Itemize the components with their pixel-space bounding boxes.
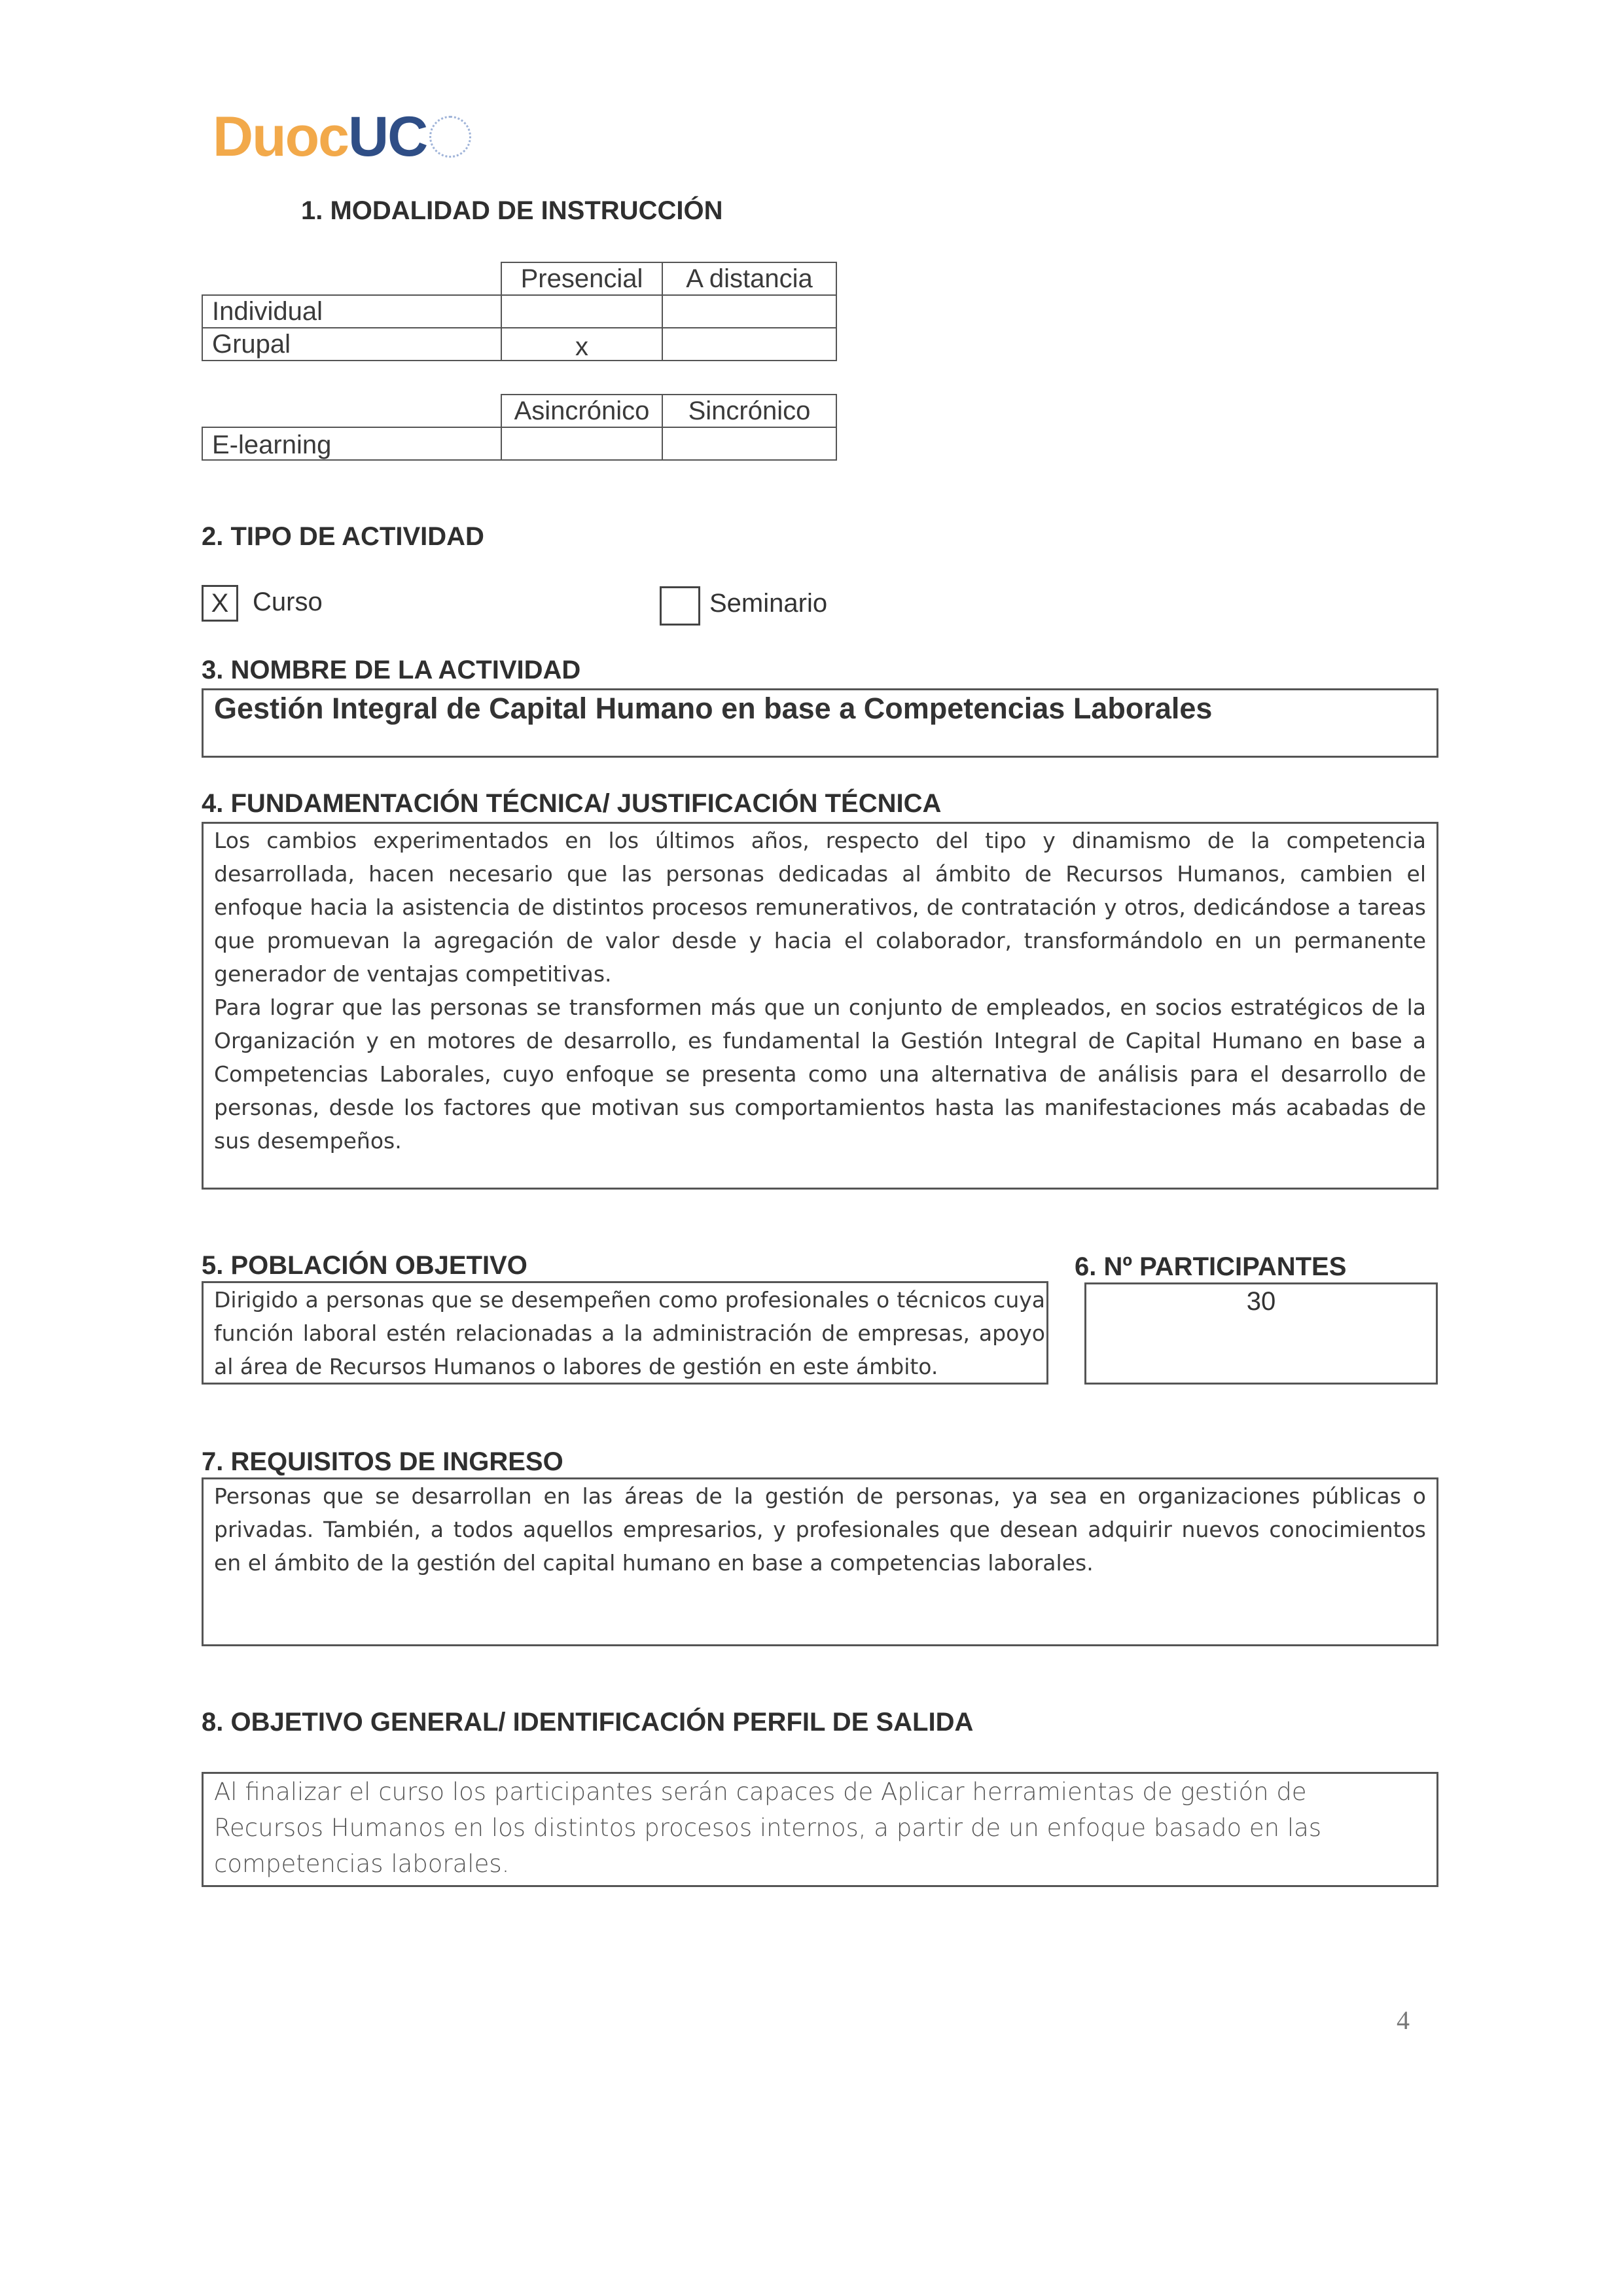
elearning-sincronico-cell [662, 427, 837, 461]
general-objective-box [202, 1772, 1438, 1887]
grupal-presencial-cell: x [501, 327, 663, 361]
activity-name-value: Gestión Integral de Capital Humano en base a Competencias Laborales [214, 692, 1213, 725]
justification-paragraph-2: Para lograr que las personas se transformen más que un conjunto de empleados, en socios estratégicos de la Organización y en motores de desarrollo, es fundamental la Gestión Integral de Capital Humano en base a Competencias Laborales, cuyo enfoque se presenta como una alternativa de análisis para el desarrollo de personas, desde los factores que motivan sus comportamientos hasta las manifestaciones más acabadas de sus desempeños. [214, 995, 1426, 1154]
section4-title: 4. FUNDAMENTACIÓN TÉCNICA/ JUSTIFICACIÓN TÉCNICA [202, 789, 942, 818]
row-individual-label: Individual [202, 294, 502, 328]
individual-presencial-cell [501, 294, 663, 328]
section8-title: 8. OBJETIVO GENERAL/ IDENTIFICACIÓN PERFIL DE SALIDA [202, 1708, 974, 1737]
individual-distancia-cell [662, 294, 837, 328]
section7-title: 7. REQUISITOS DE INGRESO [202, 1447, 563, 1476]
section1-title: 1. MODALIDAD DE INSTRUCCIÓN [301, 196, 723, 225]
curso-label: Curso [253, 588, 323, 616]
section6-title: 6. Nº PARTICIPANTES [1075, 1252, 1347, 1281]
activity-name-box [202, 688, 1438, 758]
entry-requirements-box [202, 1477, 1438, 1646]
grupal-distancia-cell [662, 327, 837, 361]
header-a-distancia: A distancia [662, 262, 837, 296]
general-objective-value: Al finalizar el curso los participantes serán capaces de Aplicar herramientas de gestión de Recursos Humanos en los distintos procesos internos, a partir de un enfoque basado en las competencias laborales. [214, 1778, 1322, 1878]
justification-box [202, 822, 1438, 1190]
row-elearning-label: E-learning [202, 427, 502, 461]
duoc-uc-logo: DuocUC [213, 105, 471, 169]
participants-box [1084, 1282, 1438, 1385]
row-grupal-label: Grupal [202, 327, 502, 361]
header-presencial: Presencial [501, 262, 663, 296]
target-population-value: Dirigido a personas que se desempeñen como profesionales o técnicos cuya función laboral estén relacionadas a la administración de empresas, apoyo al área de Recursos Humanos o labores de gestión en este ámbito. [214, 1287, 1045, 1379]
page-number: 4 [1397, 2005, 1410, 2035]
header-sincronico: Sincrónico [662, 394, 837, 428]
seminario-checkbox[interactable] [660, 586, 700, 626]
participants-value: 30 [1246, 1287, 1276, 1316]
university-seal-icon [429, 116, 471, 158]
entry-requirements-value: Personas que se desarrollan en las áreas de la gestión de personas, ya sea en organizaciones públicas o privadas. También, a todos aquellos empresarios, y profesionales que desean adquirir nuevos conocimientos en el ámbito de la gestión del capital humano en base a competencias laborales. [214, 1483, 1426, 1576]
justification-paragraph-1: Los cambios experimentados en los últimos años, respecto del tipo y dinamismo de la competencia desarrollada, hacen necesario que las personas dedicadas al ámbito de Recursos Humanos, cambien el enfoque hacia la asistencia de distintos procesos remunerativos, de contratación y otros, dedicándose a tareas que promuevan la agregación de valor desde y hacia el colaborador, transformándolo en un permanente generador de ventajas competitivas. [214, 828, 1426, 987]
header-asincronico: Asincrónico [501, 394, 663, 428]
curso-checkbox[interactable]: X [202, 585, 238, 622]
elearning-asincronico-cell [501, 427, 663, 461]
section5-title: 5. POBLACIÓN OBJETIVO [202, 1251, 527, 1280]
target-population-box [202, 1281, 1048, 1385]
section2-title: 2. TIPO DE ACTIVIDAD [202, 522, 484, 551]
section3-title: 3. NOMBRE DE LA ACTIVIDAD [202, 656, 581, 684]
seminario-label: Seminario [709, 589, 828, 618]
